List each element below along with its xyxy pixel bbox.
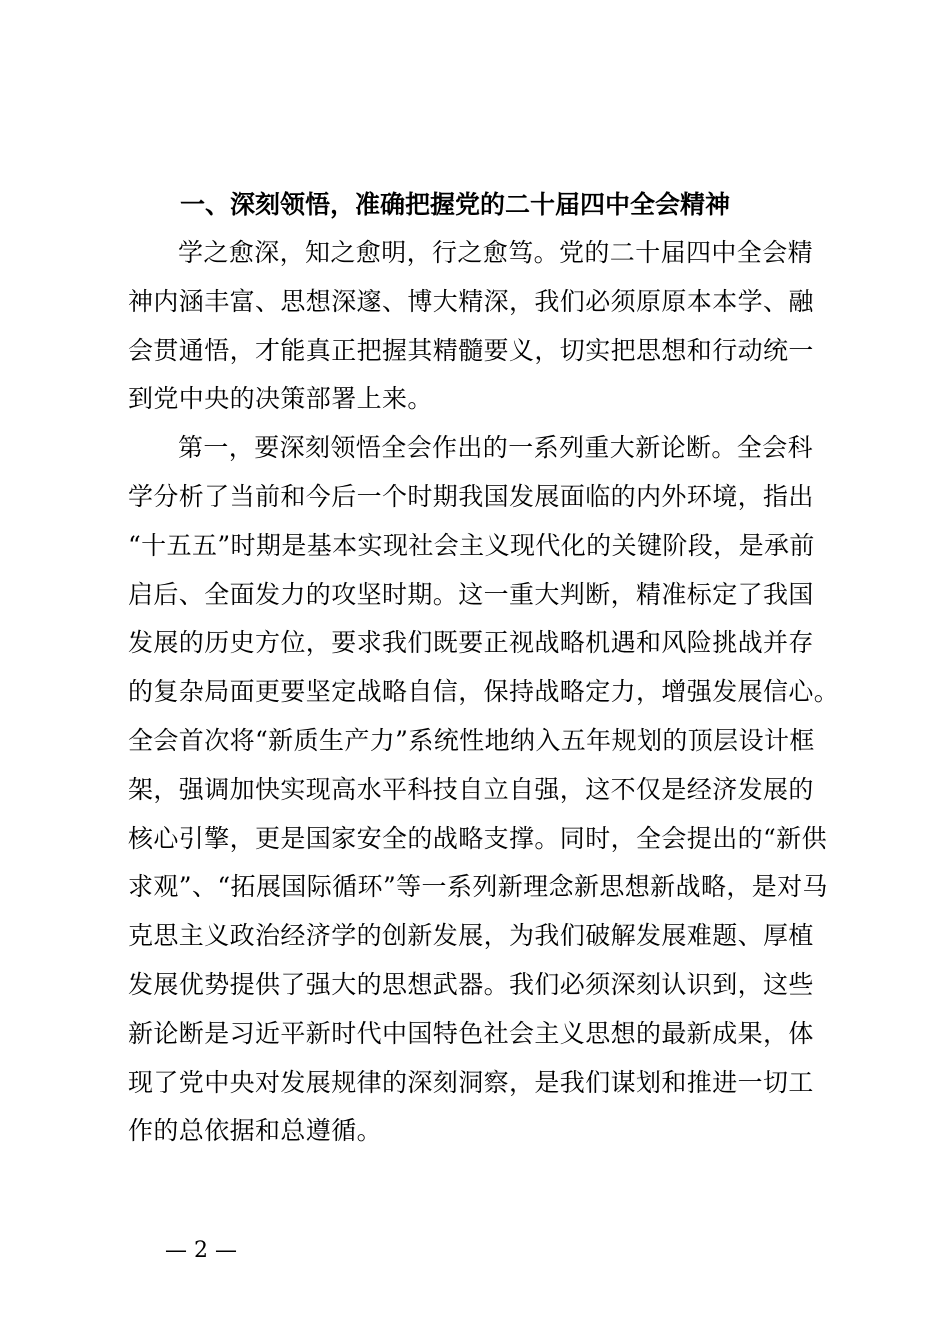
paragraph-line: 学分析了当前和今后一个时期我国发展面临的内外环境，指出 [128, 481, 814, 511]
paragraph-line: 第一，要深刻领悟全会作出的一系列重大新论断。全会科 [178, 433, 814, 463]
section-heading: 一、深刻领悟，准确把握党的二十届四中全会精神 [180, 190, 731, 219]
paragraph-intro [128, 229, 840, 424]
paragraph-line: 核心引擎，更是国家安全的战略支撑。同时，全会提出的“新供 [128, 823, 827, 853]
paragraph-line: 现了党中央对发展规律的深刻洞察，是我们谋划和推进一切工 [128, 1067, 814, 1097]
paragraph-line: 克思主义政治经济学的创新发展，为我们破解发展难题、厚植 [128, 921, 814, 951]
paragraph-line: 作的总依据和总遵循。 [128, 1116, 383, 1146]
paragraph-line: 求观”、“拓展国际循环”等一系列新理念新思想新战略，是对马 [128, 872, 828, 902]
paragraph-line: 发展优势提供了强大的思想武器。我们必须深刻认识到，这些 [128, 969, 814, 999]
paragraph-line: 神内涵丰富、思想深邃、博大精深，我们必须原原本本学、融 [128, 286, 814, 316]
page-number: — 2 — [165, 1238, 237, 1263]
paragraph-line: 学之愈深，知之愈明，行之愈笃。党的二十届四中全会精 [178, 238, 814, 267]
paragraph-line: 发展的历史方位，要求我们既要正视战略机遇和风险挑战并存 [128, 628, 814, 658]
paragraph-line: 的复杂局面更要坚定战略自信，保持战略定力，增强发展信心。 [128, 677, 840, 707]
paragraph-first-point [128, 424, 840, 1156]
paragraph-line: 会贯通悟，才能真正把握其精髓要义，切实把思想和行动统一 [128, 335, 814, 365]
paragraph-line: 全会首次将“新质生产力”系统性地纳入五年规划的顶层设计框 [128, 725, 815, 755]
paragraph-line: 新论断是习近平新时代中国特色社会主义思想的最新成果，体 [128, 1018, 814, 1048]
paragraph-line: 到党中央的决策部署上来。 [128, 384, 433, 414]
document-body [128, 181, 840, 1156]
paragraph-line: 架，强调加快实现高水平科技自立自强，这不仅是经济发展的 [128, 774, 814, 804]
paragraph-line: “十五五”时期是基本实现社会主义现代化的关键阶段，是承前 [128, 530, 815, 560]
paragraph-line: 启后、全面发力的攻坚时期。这一重大判断，精准标定了我国 [128, 579, 814, 609]
